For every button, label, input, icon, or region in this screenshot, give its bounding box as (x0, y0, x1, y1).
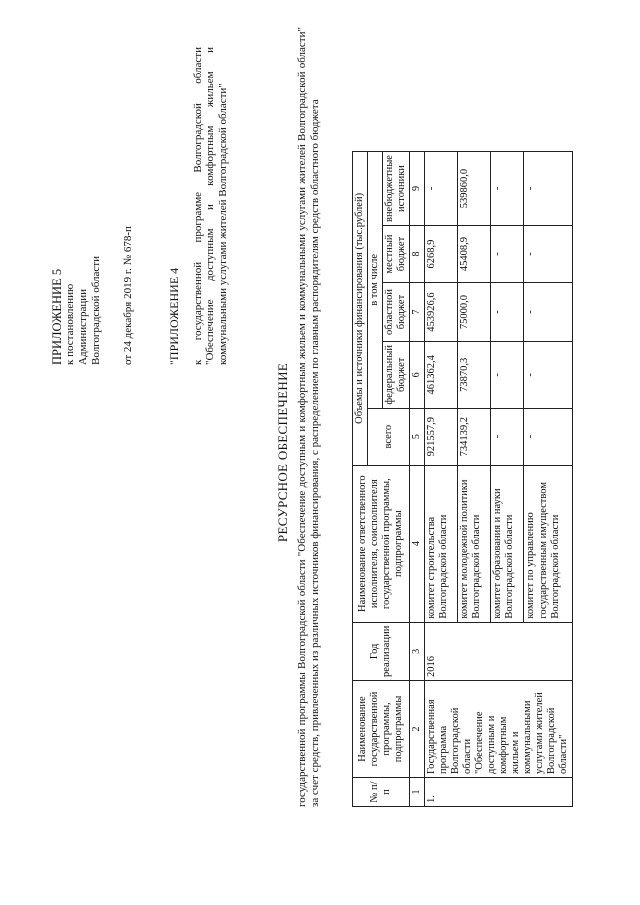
column-number: 8 (410, 226, 425, 283)
program-name: Государственная программа Волгоградской области "Обеспечение доступным и комфортным жильем и коммунальными услугами жителей Волгоградской области" (424, 681, 572, 778)
attachment-4-text: к государственной программе Волгоградской области "Обеспечение доступным и комфортным жильем и коммунальными услугами жителей Волгоградской области" (191, 47, 230, 365)
total-cell: - (491, 408, 524, 465)
local-cell: 45408,9 (457, 226, 490, 283)
header-federal: федеральный бюджет (383, 342, 410, 409)
total-cell: - (524, 408, 572, 465)
attachment-4-title: "ПРИЛОЖЕНИЕ 4 (167, 267, 181, 365)
document-heading: РЕСУРСНОЕ ОБЕСПЕЧЕНИЕ (275, 362, 290, 543)
header-total: всего (368, 408, 410, 465)
column-number: 7 (410, 283, 425, 342)
column-number: 5 (410, 408, 425, 465)
header-volumes: Объемы и источники финансирования (тыс.рублей) (353, 152, 368, 466)
header-year: Год реализации (353, 622, 410, 680)
federal-cell: - (524, 342, 572, 409)
header-name: Наименование государственной программы, подпрограммы (353, 681, 410, 778)
header-local: местный бюджет (383, 226, 410, 283)
regional-cell: 453926,6 (424, 283, 457, 342)
program-year: 2016 (424, 622, 572, 680)
column-number: 3 (410, 622, 425, 680)
attachment-5-line: к постановлению (64, 283, 77, 365)
attachment-5-block (50, 45, 135, 365)
executor-cell: комитет по управлению государственным имуществом Волгоградской области (524, 465, 572, 622)
executor-cell: комитет образования и науки Волгоградской области (491, 465, 524, 622)
header-num: № п/п (353, 778, 410, 807)
header-incl: в том числе (368, 152, 383, 409)
attachment-5-title: ПРИЛОЖЕНИЕ 5 (50, 268, 64, 365)
attachment-5-line: Волгоградской области (89, 256, 102, 365)
program-num: 1. (424, 778, 572, 807)
header-offbudget: внебюджетные источники (383, 152, 410, 226)
local-cell: 6268,9 (424, 226, 457, 283)
header-executor: Наименование ответственного исполнителя, соисполнителя государственной программы, подпрограммы (353, 465, 410, 622)
local-cell: - (491, 226, 524, 283)
local-cell: - (524, 226, 572, 283)
attachment-5-date: от 24 декабря 2019 г. № 678-п (122, 226, 135, 365)
document-subtitle: государственной программы Волгоградской области "Обеспечение доступным и комфортным жильем и коммунальными услугами жителей Волгоградской области" за счет средств, привлеченных из различных источников финансирования, с распределением по главным распорядителям средств областного бюджета (296, 27, 321, 807)
offbudget-cell: - (491, 152, 524, 226)
regional-cell: - (524, 283, 572, 342)
federal-cell: - (491, 342, 524, 409)
federal-cell: 461362,4 (424, 342, 457, 409)
resource-table (352, 151, 573, 807)
total-cell: 921557,9 (424, 408, 457, 465)
header-regional: областной бюджет (383, 283, 410, 342)
regional-cell: 75000,0 (457, 283, 490, 342)
offbudget-cell: - (424, 152, 457, 226)
attachment-5-line: Администрации (77, 288, 90, 365)
total-cell: 734139,2 (457, 408, 490, 465)
column-number: 2 (410, 681, 425, 778)
regional-cell: - (491, 283, 524, 342)
table-row (424, 152, 457, 807)
offbudget-cell: 539860,0 (457, 152, 490, 226)
column-number: 1 (410, 778, 425, 807)
column-number: 4 (410, 465, 425, 622)
column-number: 9 (410, 152, 425, 226)
offbudget-cell: - (524, 152, 572, 226)
attachment-4-block (168, 45, 230, 365)
executor-cell: комитет молодежной политики Волгоградской области (457, 465, 490, 622)
column-number: 6 (410, 342, 425, 409)
federal-cell: 73870,3 (457, 342, 490, 409)
executor-cell: комитет строительства Волгоградской области (424, 465, 457, 622)
